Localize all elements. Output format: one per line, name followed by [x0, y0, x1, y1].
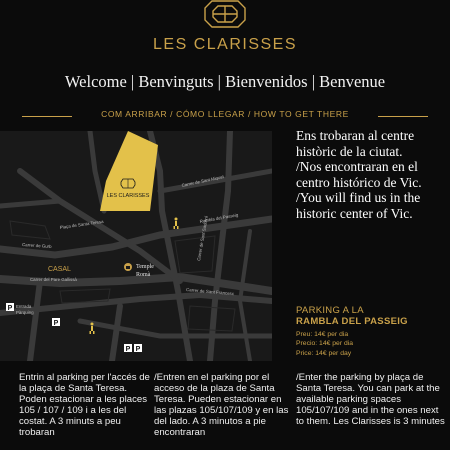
directions-english: /Enter the parking by plaça de Santa Teresa. You can park at the available parking spaces 105/107/109 and in the ones next to them. Les Clarisses is 3 minutes — [296, 372, 445, 427]
map-temple-label-1: Temple — [136, 264, 154, 270]
map-street-label-6: Carrer de Sant Francesc — [185, 287, 235, 297]
header-logo — [0, 0, 450, 62]
welcome-greeting: Welcome | Benvinguts | Bienvenidos | Benvenue — [64, 72, 386, 91]
intro-text — [296, 128, 446, 222]
map-casal-label: CASAL — [48, 266, 71, 273]
map-street-label-5: Carrer del Pare Gallissà — [30, 277, 77, 282]
parking-entrance-marker — [6, 303, 14, 312]
brand-name: LES CLARISSES — [153, 36, 297, 53]
les-clarisses-logo-icon — [204, 0, 246, 28]
parking-title-line-2: RAMBLA DEL PASSEIG — [296, 316, 408, 327]
svg-text:P: P — [125, 346, 131, 353]
map-street-label-3: Rambla del Passeig — [199, 212, 239, 224]
divider-left — [22, 116, 72, 117]
map-entrance-label-2: Pàrquing — [16, 310, 34, 315]
price-english: Price: 14€ per day — [296, 349, 352, 357]
parking-prices — [296, 330, 446, 358]
price-spanish: Precio: 14€ per dia — [296, 340, 354, 348]
directions-spanish: /Entren en el parking por el acceso de la plaza de Santa Teresa. Pueden estacionar en las plazas 105/107/109 y en las del lado. A 3 minutos a pie encontraran — [154, 372, 289, 438]
parking-marker-2 — [124, 344, 132, 353]
map-svg — [0, 131, 272, 361]
how-to-get-there-heading: COM ARRIBAR / CÓMO LLEGAR / HOW TO GET THERE — [101, 109, 349, 119]
parking-title-line-1: PARKING A LA — [296, 305, 364, 316]
parking-marker-1 — [52, 318, 60, 327]
map-street-label-2: Plaça de Santa Teresa — [59, 218, 104, 230]
svg-text:P: P — [135, 346, 141, 353]
intro-line-spanish: /Nos encontraran en el centro histórico de Vic. — [296, 159, 422, 190]
parking-title — [296, 305, 446, 327]
svg-text:P: P — [53, 320, 59, 327]
intro-line-english: /You will find us in the historic center of Vic. — [296, 190, 421, 221]
map-street-label-7: Carrer de Sant Sadurní — [196, 215, 209, 262]
temple-icon — [124, 263, 132, 271]
svg-text:P: P — [7, 305, 13, 312]
parking-marker-3 — [134, 344, 142, 353]
map-street-label-1: Carrer de Gurb — [21, 242, 52, 250]
location-map — [0, 131, 272, 361]
directions-catalan: Entrin al parking per l'accés de la plaça de Santa Teresa. Poden estacionar a les places 105 / 107 / 109 i a les del costat. A 3 minuts a peu trobaran — [19, 372, 150, 438]
divider-right — [378, 116, 428, 117]
map-temple-label-2: Romà — [136, 272, 151, 278]
intro-line-catalan: Ens trobaran al centre històric de la ciutat. — [296, 128, 415, 159]
price-catalan: Preu: 14€ per dia — [296, 331, 349, 338]
map-entrance-label-1: Entrada — [16, 304, 32, 309]
map-hotel-label: LES CLARISSES — [106, 193, 150, 199]
map-street-label-4: Carrer de Sant Miquel — [181, 174, 225, 188]
